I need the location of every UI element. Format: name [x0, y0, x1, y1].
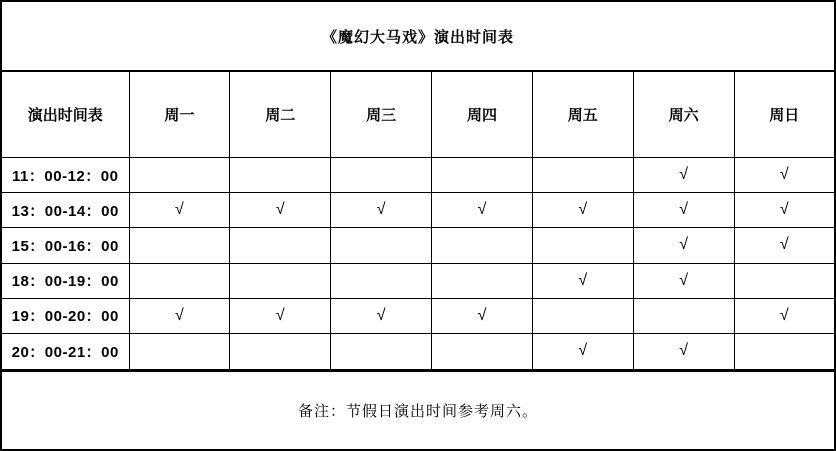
- empty-cell: [230, 263, 331, 298]
- table-header-row: [1, 71, 835, 157]
- check-mark-cell: √: [633, 228, 734, 263]
- empty-cell: [432, 158, 533, 193]
- time-slot-cell: 20：00-21：00: [1, 333, 129, 370]
- empty-cell: [633, 298, 734, 333]
- empty-cell: [532, 298, 633, 333]
- empty-cell: [532, 158, 633, 193]
- empty-cell: [331, 228, 432, 263]
- table-row: [1, 228, 835, 263]
- check-mark-cell: √: [532, 193, 633, 228]
- column-header-day: 周四: [432, 71, 533, 157]
- check-mark-cell: √: [633, 263, 734, 298]
- check-mark-cell: √: [129, 298, 230, 333]
- check-mark-cell: √: [532, 333, 633, 370]
- column-header-day: 周六: [633, 71, 734, 157]
- empty-cell: [532, 228, 633, 263]
- table-row: [1, 333, 835, 370]
- check-mark-cell: √: [734, 193, 835, 228]
- column-header-day: 周日: [734, 71, 835, 157]
- check-mark-cell: √: [331, 193, 432, 228]
- column-header-day: 周二: [230, 71, 331, 157]
- check-mark-cell: √: [331, 298, 432, 333]
- check-mark-cell: √: [734, 298, 835, 333]
- check-mark-cell: √: [432, 298, 533, 333]
- time-slot-cell: 13：00-14：00: [1, 193, 129, 228]
- table-row: [1, 158, 835, 193]
- check-mark-cell: √: [432, 193, 533, 228]
- check-mark-cell: √: [734, 228, 835, 263]
- empty-cell: [432, 263, 533, 298]
- time-slot-cell: 19：00-20：00: [1, 298, 129, 333]
- check-mark-cell: √: [633, 193, 734, 228]
- table-row: [1, 298, 835, 333]
- check-mark-cell: √: [230, 298, 331, 333]
- empty-cell: [734, 333, 835, 370]
- empty-cell: [230, 158, 331, 193]
- time-slot-cell: 18：00-19：00: [1, 263, 129, 298]
- empty-cell: [230, 228, 331, 263]
- check-mark-cell: √: [129, 193, 230, 228]
- time-slot-cell: 11：00-12：00: [1, 158, 129, 193]
- empty-cell: [331, 333, 432, 370]
- empty-cell: [432, 333, 533, 370]
- table-row: [1, 193, 835, 228]
- table-title-row: [1, 1, 835, 71]
- empty-cell: [230, 333, 331, 370]
- time-slot-cell: 15：00-16：00: [1, 228, 129, 263]
- empty-cell: [734, 263, 835, 298]
- check-mark-cell: √: [734, 158, 835, 193]
- check-mark-cell: √: [633, 158, 734, 193]
- table-row: [1, 263, 835, 298]
- check-mark-cell: √: [230, 193, 331, 228]
- empty-cell: [129, 333, 230, 370]
- table-title: 《魔幻大马戏》演出时间表: [1, 1, 835, 71]
- column-header-day: 周五: [532, 71, 633, 157]
- column-header-day: 周三: [331, 71, 432, 157]
- check-mark-cell: √: [633, 333, 734, 370]
- empty-cell: [129, 263, 230, 298]
- empty-cell: [331, 158, 432, 193]
- table-note-row: [1, 370, 835, 450]
- column-header-day: 周一: [129, 71, 230, 157]
- column-header-time: 演出时间表: [1, 71, 129, 157]
- table-note: 备注：节假日演出时间参考周六。: [1, 370, 835, 450]
- empty-cell: [331, 263, 432, 298]
- empty-cell: [129, 158, 230, 193]
- check-mark-cell: √: [532, 263, 633, 298]
- empty-cell: [129, 228, 230, 263]
- empty-cell: [432, 228, 533, 263]
